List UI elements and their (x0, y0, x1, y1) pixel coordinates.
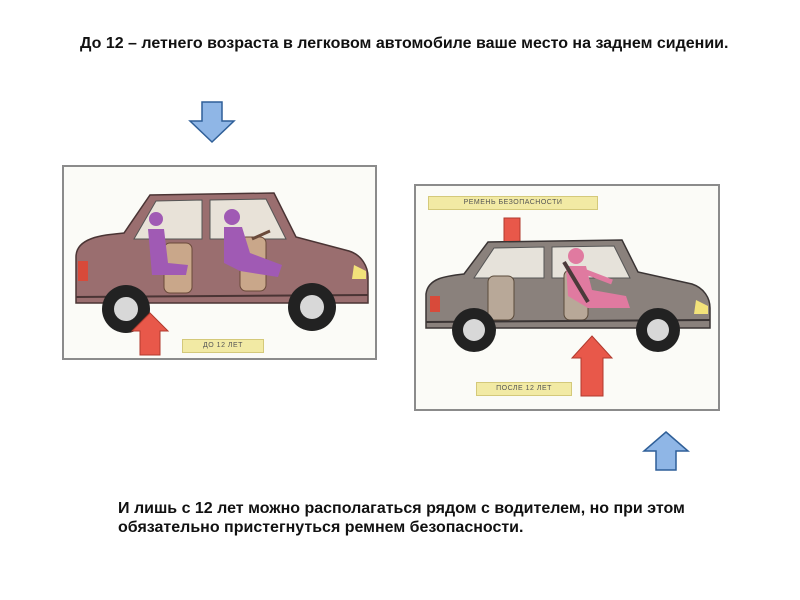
right-illustration-panel (414, 184, 720, 411)
blue-down-arrow-icon (188, 101, 238, 143)
top-caption: До 12 – летнего возраста в легковом автомобиле ваше место на заднем сидении. (80, 35, 729, 52)
car-rear-seat-illustration (64, 167, 375, 358)
seat-belt-label-tag: РЕМЕНЬ БЕЗОПАСНОСТИ (428, 196, 598, 210)
car-front-seat-illustration (416, 186, 718, 409)
left-illustration-panel (62, 165, 377, 360)
bottom-caption: И лишь с 12 лет можно располагаться рядом с водителем, но при этом обязательно пристегнуться ремнем безопасности. (118, 500, 685, 536)
blue-up-arrow-icon (642, 431, 692, 471)
age-label-tag: ПОСЛЕ 12 ЛЕТ (476, 382, 572, 396)
age-label-tag: ДО 12 ЛЕТ (182, 339, 264, 353)
